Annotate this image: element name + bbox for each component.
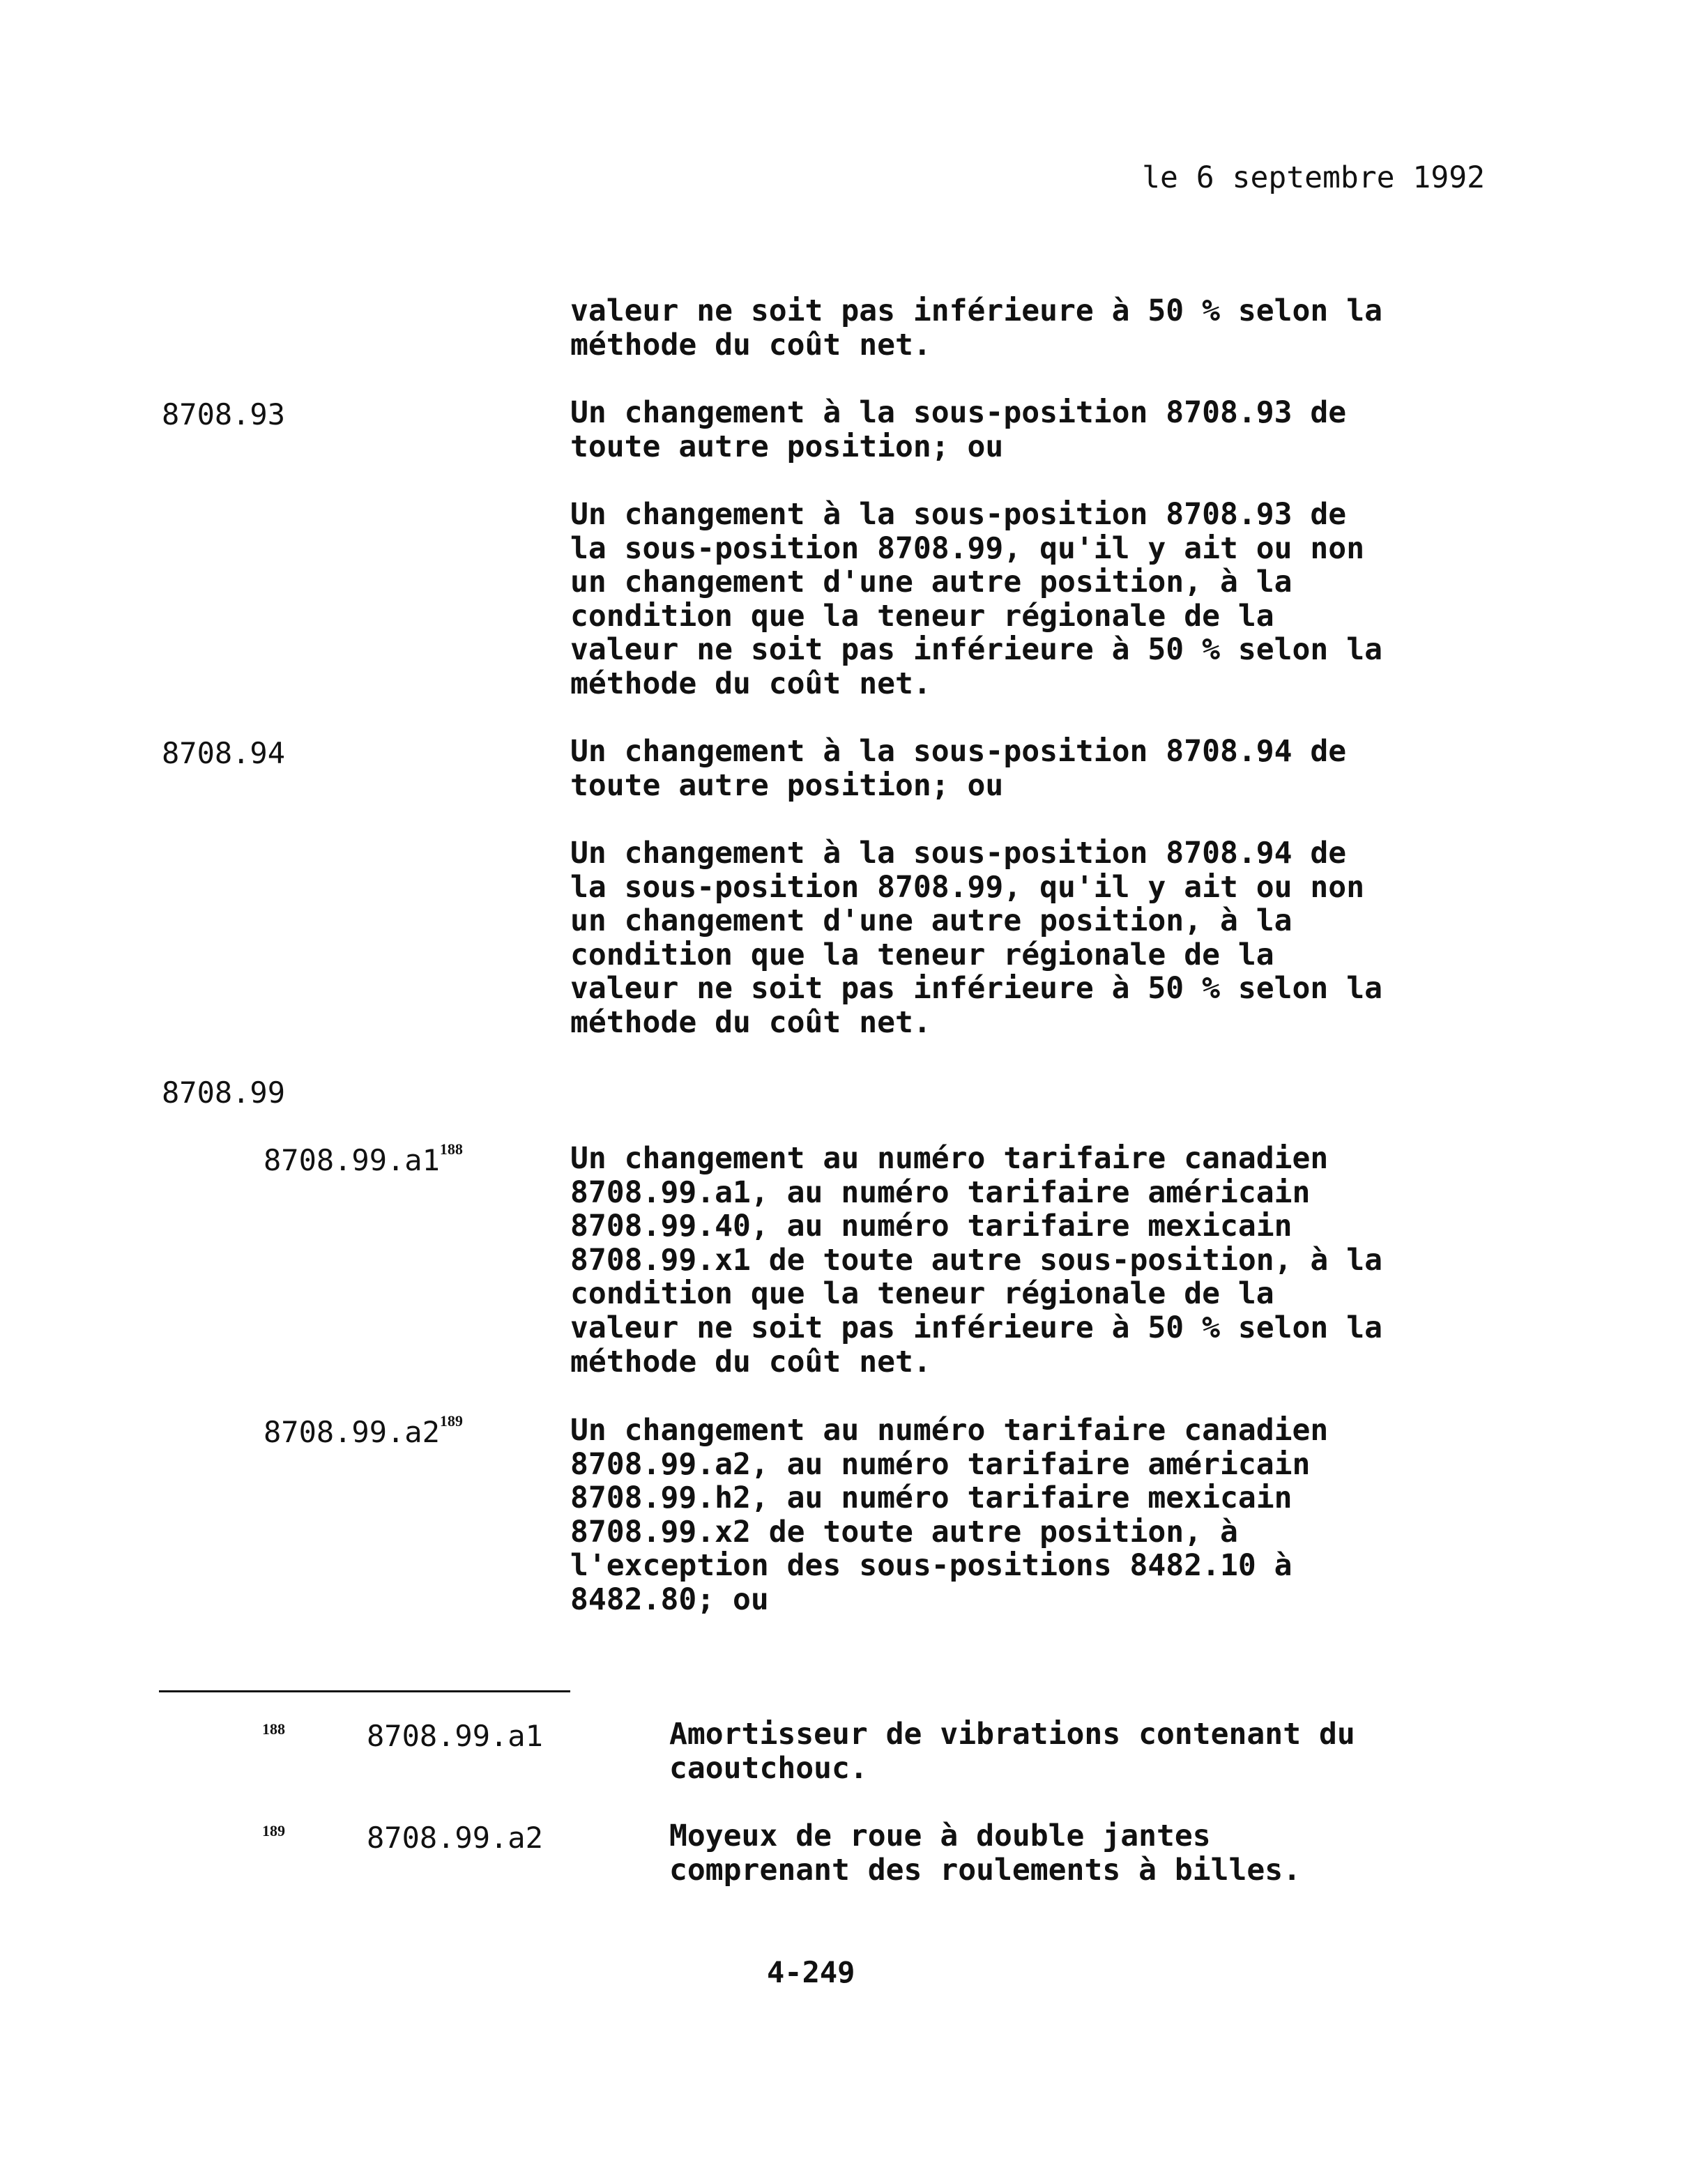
text-line: condition que la teneur régionale de la [570,937,1274,972]
footnote-separator [159,1690,570,1692]
text-line: 8482.80; ou [570,1582,769,1617]
text-line: l'exception des sous-positions 8482.10 à [570,1548,1293,1584]
text-line: méthode du coût net. [570,666,931,701]
text-line: condition que la teneur régionale de la [570,598,1274,634]
footnote-text [669,1819,1506,1887]
footnote-number: 189 [262,1822,285,1839]
heading-code-8708-94: 8708.94 [162,736,286,770]
footnote-ref: 189 [439,1412,463,1430]
footnote-number: 188 [262,1720,285,1738]
text-line: 8708.99.x1 de toute autre sous-position, à la [570,1242,1382,1278]
text-line: caoutchouc. [669,1750,868,1786]
text-line: méthode du coût net. [570,1344,931,1379]
rule-8708-94-b [570,836,1490,1040]
text-line: 8708.99.h2, au numéro tarifaire mexicain [570,1480,1293,1516]
text-line: comprenant des roulements à billes. [669,1852,1302,1888]
text-line: un changement d'une autre position, à la [570,903,1293,939]
rule-8708-93-b [570,498,1490,701]
footnote-text [669,1717,1506,1785]
page-number: 4-249 [767,1955,855,1989]
text-line: Un changement au numéro tarifaire canadien [570,1413,1329,1448]
rule-8708-99-a2 [570,1414,1490,1617]
footnote-ref: 188 [439,1140,463,1158]
text-line: Un changement au numéro tarifaire canadien [570,1141,1329,1176]
text-line: 8708.99.x2 de toute autre position, à [570,1514,1238,1549]
text-line: méthode du coût net. [570,327,931,362]
text-line: 8708.99.40, au numéro tarifaire mexicain [570,1209,1293,1244]
tariff-code-8708-99-a2 [264,1412,463,1449]
tariff-code-text: 8708.99.a2 [264,1415,440,1449]
text-line: toute autre position; ou [570,767,1004,803]
text-line: la sous-position 8708.99, qu'il y ait ou non [570,869,1365,905]
text-line: valeur ne soit pas inférieure à 50 % selon la [570,971,1382,1007]
text-line: Un changement à la sous-position 8708.93 de [570,497,1347,532]
footnote-code: 8708.99.a2 [367,1821,543,1855]
continued-paragraph [570,294,1490,362]
text-line: valeur ne soit pas inférieure à 50 % selon la [570,1310,1382,1345]
text-line: Un changement à la sous-position 8708.94 de [570,734,1347,769]
rule-8708-94-a [570,735,1490,802]
text-line: méthode du coût net. [570,1004,931,1040]
text-line: 8708.99.a2, au numéro tarifaire américain [570,1446,1311,1482]
tariff-code-8708-99-a1 [264,1140,463,1177]
rule-8708-99-a1 [570,1142,1490,1379]
document-date: le 6 septembre 1992 [1142,160,1485,195]
rule-8708-93-a [570,396,1490,464]
heading-code-8708-93: 8708.93 [162,397,286,431]
text-line: Un changement à la sous-position 8708.93 de [570,395,1347,430]
text-line: valeur ne soit pas inférieure à 50 % selon la [570,293,1382,328]
text-line: Amortisseur de vibrations contenant du [669,1717,1355,1752]
text-line: un changement d'une autre position, à la [570,565,1293,600]
text-line: Moyeux de roue à double jantes [669,1819,1211,1853]
text-line: condition que la teneur régionale de la [570,1276,1274,1312]
text-line: 8708.99.a1, au numéro tarifaire américain [570,1174,1311,1210]
text-line: la sous-position 8708.99, qu'il y ait ou non [570,530,1365,566]
tariff-code-text: 8708.99.a1 [264,1143,440,1177]
heading-code-8708-99: 8708.99 [162,1076,286,1110]
text-line: toute autre position; ou [570,429,1004,464]
text-line: Un changement à la sous-position 8708.94 de [570,836,1347,871]
footnote-code: 8708.99.a1 [367,1719,543,1753]
text-line: valeur ne soit pas inférieure à 50 % selon la [570,632,1382,668]
